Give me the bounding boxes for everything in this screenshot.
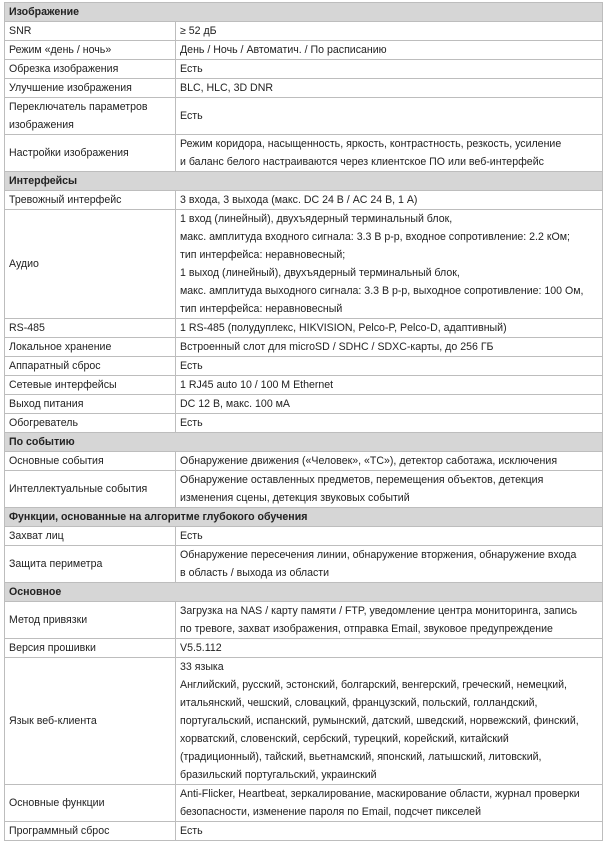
spec-value [176, 639, 603, 658]
section-header-row [5, 172, 603, 191]
spec-label: Захват лиц [5, 527, 176, 546]
spec-value-line: 33 языка [180, 661, 224, 673]
spec-value-line: Английский, русский, эстонский, болгарский, венгерский, греческий, немецкий, [180, 679, 568, 691]
spec-row [5, 658, 603, 785]
spec-value-line: изменения сцены, детекция звуковых событий [180, 492, 410, 504]
spec-value-line: Есть [180, 63, 203, 75]
spec-value-line: Встроенный слот для microSD / SDHC / SDXC-карты, до 256 ГБ [180, 341, 494, 353]
spec-row [5, 338, 603, 357]
spec-value-line: Обнаружение оставленных предметов, перемещения объектов, детекция [180, 474, 544, 486]
spec-value-line: Обнаружение движения («Человек», «ТС»), детектор саботажа, исключения [180, 455, 558, 467]
spec-label: Язык веб-клиента [5, 658, 176, 785]
section-header-row [5, 3, 603, 22]
spec-label: SNR [5, 22, 176, 41]
spec-value-line: 1 RS-485 (полудуплекс, HIKVISION, Pelco-P, Pelco-D, адаптивный) [180, 322, 507, 334]
spec-row [5, 319, 603, 338]
section-title: Изображение [5, 3, 603, 22]
spec-value-line: 1 выход (линейный), двухъядерный терминальный блок, [180, 267, 460, 279]
spec-value-line: и баланс белого настраиваются через клиентское ПО или веб-интерфейс [180, 156, 544, 168]
spec-value-line: Обнаружение пересечения линии, обнаружение вторжения, обнаружение входа [180, 549, 577, 561]
section-header-row [5, 583, 603, 602]
spec-value [176, 41, 603, 60]
spec-value-line: тип интерфейса: неравновесный [180, 303, 343, 315]
spec-label: Аудио [5, 210, 176, 319]
spec-value [176, 22, 603, 41]
spec-value [176, 822, 603, 841]
spec-label-line: изображения [9, 119, 74, 131]
spec-value-line: Anti-Flicker, Heartbeat, зеркалирование, маскирование области, журнал проверки [180, 788, 580, 800]
spec-value-line: Загрузка на NAS / карту памяти / FTP, уведомление центра мониторинга, запись [180, 605, 578, 617]
spec-value-line: DC 12 В, макс. 100 мА [180, 398, 291, 410]
spec-label: Локальное хранение [5, 338, 176, 357]
spec-row [5, 60, 603, 79]
spec-value-line: Есть [180, 530, 203, 542]
spec-label: Настройки изображения [5, 135, 176, 172]
spec-value-line: по тревоге, захват изображения, отправка Email, звуковое предупреждение [180, 623, 553, 635]
section-header-row [5, 433, 603, 452]
spec-value [176, 376, 603, 395]
spec-label: Режим «день / ночь» [5, 41, 176, 60]
spec-value [176, 658, 603, 785]
spec-table-body [5, 3, 603, 841]
spec-value-line: Есть [180, 825, 203, 837]
spec-value [176, 319, 603, 338]
spec-row [5, 822, 603, 841]
spec-value [176, 338, 603, 357]
spec-row [5, 452, 603, 471]
spec-value [176, 210, 603, 319]
spec-row [5, 376, 603, 395]
spec-value [176, 395, 603, 414]
spec-table [4, 2, 603, 841]
spec-value-line: 1 вход (линейный), двухъядерный терминальный блок, [180, 213, 453, 225]
spec-value [176, 602, 603, 639]
spec-row [5, 639, 603, 658]
spec-value [176, 191, 603, 210]
spec-value-line: бразильский португальский, украинский [180, 769, 377, 781]
spec-label: Выход питания [5, 395, 176, 414]
spec-value-line: Есть [180, 360, 203, 372]
spec-label: Основные события [5, 452, 176, 471]
spec-label: Основные функции [5, 785, 176, 822]
spec-label: Метод привязки [5, 602, 176, 639]
spec-row [5, 210, 603, 319]
spec-label [5, 98, 176, 135]
spec-label-line: Переключатель параметров [9, 101, 148, 113]
spec-row [5, 98, 603, 135]
spec-value-line: безопасности, изменение пароля по Email, подсчет пикселей [180, 806, 481, 818]
spec-value-line: макс. амплитуда выходного сигнала: 3.3 В р-р, выходное сопротивление: 100 Ом, [180, 285, 584, 297]
spec-value-line: V5.5.112 [180, 642, 222, 654]
spec-label: Сетевые интерфейсы [5, 376, 176, 395]
spec-row [5, 546, 603, 583]
spec-label: Защита периметра [5, 546, 176, 583]
spec-value [176, 471, 603, 508]
spec-value-line: макс. амплитуда входного сигнала: 3.3 В р-р, входное сопротивление: 2.2 кОм; [180, 231, 570, 243]
spec-label: Тревожный интерфейс [5, 191, 176, 210]
spec-value-line: 1 RJ45 auto 10 / 100 M Ethernet [180, 379, 334, 391]
spec-value-line: в область / выхода из области [180, 567, 330, 579]
spec-value-line: 3 входа, 3 выхода (макс. DC 24 В / AC 24 В, 1 А) [180, 194, 418, 206]
spec-row [5, 785, 603, 822]
section-title: Основное [5, 583, 603, 602]
spec-value [176, 60, 603, 79]
spec-label: RS-485 [5, 319, 176, 338]
spec-row [5, 357, 603, 376]
section-title: Интерфейсы [5, 172, 603, 191]
section-title: По событию [5, 433, 603, 452]
spec-label: Программный сброс [5, 822, 176, 841]
spec-value [176, 135, 603, 172]
spec-value-line: BLC, HLC, 3D DNR [180, 82, 274, 94]
spec-value-line: итальянский, чешский, словацкий, французский, польский, голландский, [180, 697, 538, 709]
spec-value [176, 357, 603, 376]
spec-row [5, 22, 603, 41]
spec-value-line: Есть [180, 417, 203, 429]
spec-row [5, 41, 603, 60]
spec-label: Обогреватель [5, 414, 176, 433]
spec-value-line: (традиционный), тайский, вьетнамский, японский, латышский, литовский, [180, 751, 542, 763]
spec-value-line: Режим коридора, насыщенность, яркость, контрастность, резкость, усиление [180, 138, 562, 150]
spec-value [176, 452, 603, 471]
spec-value [176, 414, 603, 433]
spec-row [5, 79, 603, 98]
spec-label: Интеллектуальные события [5, 471, 176, 508]
spec-value-line: ≥ 52 дБ [180, 25, 217, 37]
spec-row [5, 527, 603, 546]
section-header-row [5, 508, 603, 527]
spec-value-line: португальский, испанский, румынский, датский, шведский, норвежский, финский, [180, 715, 579, 727]
spec-value [176, 546, 603, 583]
spec-value-line: День / Ночь / Автоматич. / По расписанию [180, 44, 387, 56]
spec-value-line: тип интерфейса: неравновесный; [180, 249, 346, 261]
spec-row [5, 191, 603, 210]
spec-row [5, 395, 603, 414]
spec-label: Аппаратный сброс [5, 357, 176, 376]
section-title: Функции, основанные на алгоритме глубокого обучения [5, 508, 603, 527]
spec-value [176, 527, 603, 546]
spec-row [5, 135, 603, 172]
spec-value [176, 79, 603, 98]
spec-label: Обрезка изображения [5, 60, 176, 79]
spec-row [5, 602, 603, 639]
spec-label: Улучшение изображения [5, 79, 176, 98]
spec-row [5, 414, 603, 433]
spec-value [176, 785, 603, 822]
spec-value-line: Есть [180, 110, 203, 122]
spec-row [5, 471, 603, 508]
spec-value-line: хорватский, словенский, сербский, турецкий, корейский, китайский [180, 733, 509, 745]
spec-value [176, 98, 603, 135]
spec-label: Версия прошивки [5, 639, 176, 658]
